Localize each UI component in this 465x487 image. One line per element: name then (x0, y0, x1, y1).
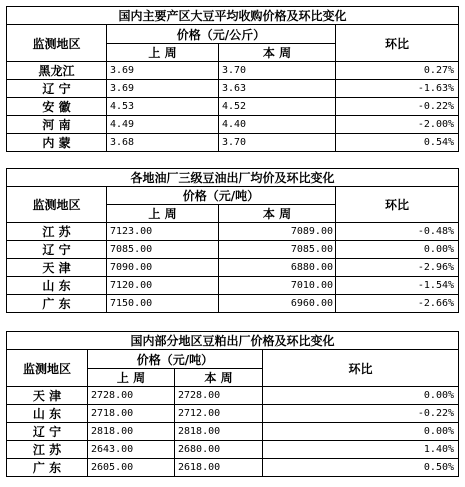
this-week-cell: 3.63 (219, 80, 336, 98)
this-week-cell: 3.70 (219, 134, 336, 152)
region-cell: 广 东 (7, 459, 88, 477)
last-week-header: 上 周 (107, 205, 219, 223)
last-week-header: 上 周 (107, 44, 219, 62)
this-week-cell: 3.70 (219, 62, 336, 80)
table-title: 国内部分地区豆粕出厂价格及环比变化 (7, 332, 459, 350)
table-row (7, 134, 459, 152)
table-row (7, 116, 459, 134)
table-row (7, 441, 459, 459)
region-cell: 辽 宁 (7, 80, 107, 98)
region-cell: 天 津 (7, 387, 88, 405)
this-week-cell: 2680.00 (175, 441, 263, 459)
last-week-cell: 7090.00 (107, 259, 219, 277)
last-week-cell: 4.53 (107, 98, 219, 116)
last-week-header: 上 周 (88, 369, 175, 387)
table-row (7, 241, 459, 259)
region-cell: 江 苏 (7, 223, 107, 241)
change-cell: 0.27% (336, 62, 459, 80)
this-week-cell: 2818.00 (175, 423, 263, 441)
this-week-header: 本 周 (219, 44, 336, 62)
last-week-cell: 3.68 (107, 134, 219, 152)
change-cell: -0.22% (263, 405, 459, 423)
region-cell: 广 东 (7, 295, 107, 313)
change-cell: -2.66% (336, 295, 459, 313)
last-week-cell: 2728.00 (88, 387, 175, 405)
region-cell: 河 南 (7, 116, 107, 134)
soybean-price-table (6, 6, 459, 152)
soybean-meal-price-table (6, 331, 459, 477)
table-row (7, 223, 459, 241)
table-title: 国内主要产区大豆平均收购价格及环比变化 (7, 7, 459, 25)
this-week-cell: 2712.00 (175, 405, 263, 423)
this-week-cell: 7089.00 (219, 223, 336, 241)
last-week-cell: 2643.00 (88, 441, 175, 459)
last-week-cell: 7123.00 (107, 223, 219, 241)
region-cell: 天 津 (7, 259, 107, 277)
last-week-cell: 2605.00 (88, 459, 175, 477)
table-row (7, 259, 459, 277)
change-cell: 0.00% (336, 241, 459, 259)
change-cell: 0.00% (263, 387, 459, 405)
this-week-cell: 4.52 (219, 98, 336, 116)
this-week-cell: 7085.00 (219, 241, 336, 259)
change-cell: -1.63% (336, 80, 459, 98)
table-row (7, 423, 459, 441)
region-header: 监测地区 (7, 350, 88, 387)
table-row (7, 459, 459, 477)
region-header: 监测地区 (7, 25, 107, 62)
this-week-cell: 2728.00 (175, 387, 263, 405)
change-cell: -1.54% (336, 277, 459, 295)
last-week-cell: 2818.00 (88, 423, 175, 441)
table-row (7, 405, 459, 423)
change-cell: 0.00% (263, 423, 459, 441)
price-header: 价格（元/公斤） (107, 25, 336, 44)
change-cell: 1.40% (263, 441, 459, 459)
last-week-cell: 3.69 (107, 80, 219, 98)
table-row (7, 98, 459, 116)
region-cell: 内 蒙 (7, 134, 107, 152)
change-header: 环比 (263, 350, 459, 387)
this-week-cell: 6880.00 (219, 259, 336, 277)
region-header: 监测地区 (7, 187, 107, 223)
this-week-cell: 7010.00 (219, 277, 336, 295)
this-week-cell: 2618.00 (175, 459, 263, 477)
this-week-header: 本 周 (219, 205, 336, 223)
change-cell: 0.54% (336, 134, 459, 152)
table-row (7, 80, 459, 98)
table-title: 各地油厂三级豆油出厂均价及环比变化 (7, 169, 459, 187)
last-week-cell: 2718.00 (88, 405, 175, 423)
table-row (7, 277, 459, 295)
last-week-cell: 7150.00 (107, 295, 219, 313)
region-cell: 黑龙江 (7, 62, 107, 80)
region-cell: 山 东 (7, 405, 88, 423)
change-header: 环比 (336, 187, 459, 223)
table-row (7, 387, 459, 405)
price-header: 价格（元/吨） (88, 350, 263, 369)
last-week-cell: 7085.00 (107, 241, 219, 259)
last-week-cell: 4.49 (107, 116, 219, 134)
region-cell: 江 苏 (7, 441, 88, 459)
region-cell: 辽 宁 (7, 241, 107, 259)
region-cell: 安 徽 (7, 98, 107, 116)
this-week-cell: 6960.00 (219, 295, 336, 313)
change-cell: -2.96% (336, 259, 459, 277)
region-cell: 山 东 (7, 277, 107, 295)
soybean-oil-price-table (6, 168, 459, 313)
change-cell: -2.00% (336, 116, 459, 134)
change-cell: 0.50% (263, 459, 459, 477)
last-week-cell: 7120.00 (107, 277, 219, 295)
this-week-header: 本 周 (175, 369, 263, 387)
price-header: 价格（元/吨） (107, 187, 336, 205)
change-header: 环比 (336, 25, 459, 62)
region-cell: 辽 宁 (7, 423, 88, 441)
change-cell: -0.22% (336, 98, 459, 116)
table-row (7, 295, 459, 313)
last-week-cell: 3.69 (107, 62, 219, 80)
change-cell: -0.48% (336, 223, 459, 241)
this-week-cell: 4.40 (219, 116, 336, 134)
table-row (7, 62, 459, 80)
